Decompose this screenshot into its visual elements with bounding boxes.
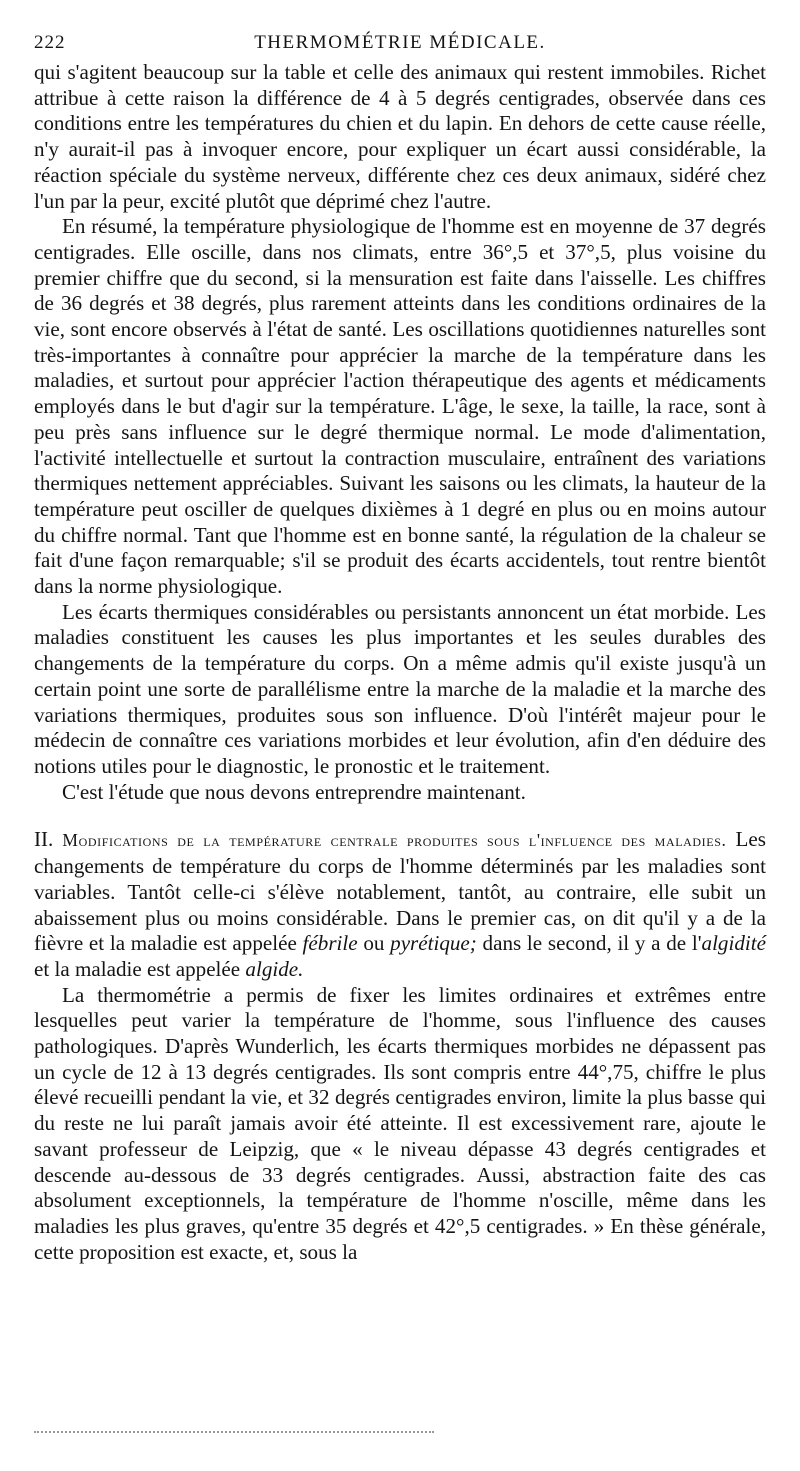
section-text-2: ou bbox=[363, 931, 385, 956]
section-heading: Modifications de la température centrale produites sous l'influence des maladies. bbox=[62, 830, 727, 851]
section-number: II. bbox=[34, 827, 54, 852]
term-pyretique: pyrétique; bbox=[390, 931, 477, 956]
section-text-1: Les changements de température du corps de l'homme déterminés par les maladies sont variables. Tantôt celle-ci s'élève notablement, tantôt, au contraire, elle subit un abaissement plus ou moins considérable. Dans le premier cas, on dit qu'il y a de la fièvre et la maladie est appelée bbox=[34, 827, 767, 956]
section-paragraph bbox=[34, 827, 766, 982]
document-page bbox=[34, 30, 766, 1265]
page-header bbox=[34, 30, 766, 60]
paragraph-continued: qui s'agitent beaucoup sur la table et celle des animaux qui restent immobiles. Richet attribue à cette raison la différence de 4 à 5 degrés centigrades, observée dans ces conditions entre les températures du chien et du lapin. En dehors de cette cause réelle, n'y aurait-il pas à invoquer encore, pour expliquer un écart aussi considérable, la réaction spéciale du système nerveux, différente chez ces deux animaux, sidéré chez l'un par la peur, excité plutôt que déprimé chez l'autre. bbox=[34, 60, 766, 213]
paragraph-thermometry-limits: La thermométrie a permis de fixer les limites ordinaires et extrêmes entre lesquelles peut varier la température de l'homme, sous l'influence des causes pathologiques. D'après Wunderlich, les écarts thermiques morbides ne dépassent pas un cycle de 12 à 13 degrés centigrades. Ils sont compris entre 44°,75, chiffre le plus élevé recueilli pendant la vie, et 32 degrés centigrades environ, limite la plus basse qui du reste ne lui paraît jamais avoir été atteinte. Il est excessivement rare, ajoute le savant professeur de Leipzig, que « le niveau dépasse 43 degrés centigrades et descende au-dessous de 33 degrés centigrades. Aussi, abstraction faite des cas absolument exceptionnels, la température de l'homme n'oscille, même dans les maladies les plus graves, qu'entre 35 degrés et 42°,5 centigrades. » En thèse générale, cette proposition est exacte, et, sous la bbox=[34, 982, 766, 1264]
section-text-4: et la maladie est appelée bbox=[34, 956, 241, 981]
running-title: THERMOMÉTRIE MÉDICALE. bbox=[254, 32, 546, 53]
paragraph-thermal-deviations: Les écarts thermiques considérables ou persistants annoncent un état morbide. Les maladies constituent les causes les plus importantes et les seules durables des changements de la température du corps. On a même admis qu'il existe jusqu'à un certain point une sorte de parallélisme entre la marche de la maladie et la marche des variations thermiques, produites sous son influence. D'où l'intérêt majeur pour le médecin de connaître ces variations morbides et leur évolution, afin d'en déduire des notions utiles pour le diagnostic, le pronostic et le traitement. bbox=[34, 599, 766, 778]
term-algidite: algidité bbox=[701, 931, 766, 956]
footer-rule bbox=[34, 1431, 434, 1433]
term-algide: algide. bbox=[245, 956, 304, 981]
section-gap bbox=[34, 805, 766, 827]
paragraph-summary: En résumé, la température physiologique de l'homme est en moyenne de 37 degrés centigrades. Elle oscille, dans nos climats, entre 36°,5 et 37°,5, plus voisine du premier chiffre que du second, si la mensuration est faite dans l'aisselle. Les chiffres de 36 degrés et 38 degrés, plus rarement atteints dans les conditions ordinaires de la vie, sont encore observés à l'état de santé. Les oscillations quotidiennes naturelles sont très-importantes à connaître pour apprécier la marche de la température dans les maladies, et surtout pour apprécier l'action thérapeutique des agents et médicaments employés dans le but d'agir sur la température. L'âge, le sexe, la taille, la race, sont à peu près sans influence sur le degré thermique normal. Le mode d'alimentation, l'activité intellectuelle et surtout la contraction musculaire, entraînent des variations thermiques nettement appréciables. Suivant les saisons ou les climats, la hauteur de la température peut osciller de quelques dixièmes à 1 degré en plus ou en moins autour du chiffre normal. Tant que l'homme est en bonne santé, la régulation de la chaleur se fait d'une façon remarquable; s'il se produit des écarts accidentels, tout rentre bientôt dans la norme physiologique. bbox=[34, 214, 766, 599]
page-number: 222 bbox=[34, 32, 66, 53]
paragraph-transition: C'est l'étude que nous devons entreprendre maintenant. bbox=[62, 779, 526, 804]
body-text bbox=[34, 60, 766, 1265]
section-text-3: dans le second, il y a de l' bbox=[482, 931, 702, 956]
term-febrile: fébrile bbox=[302, 931, 358, 956]
